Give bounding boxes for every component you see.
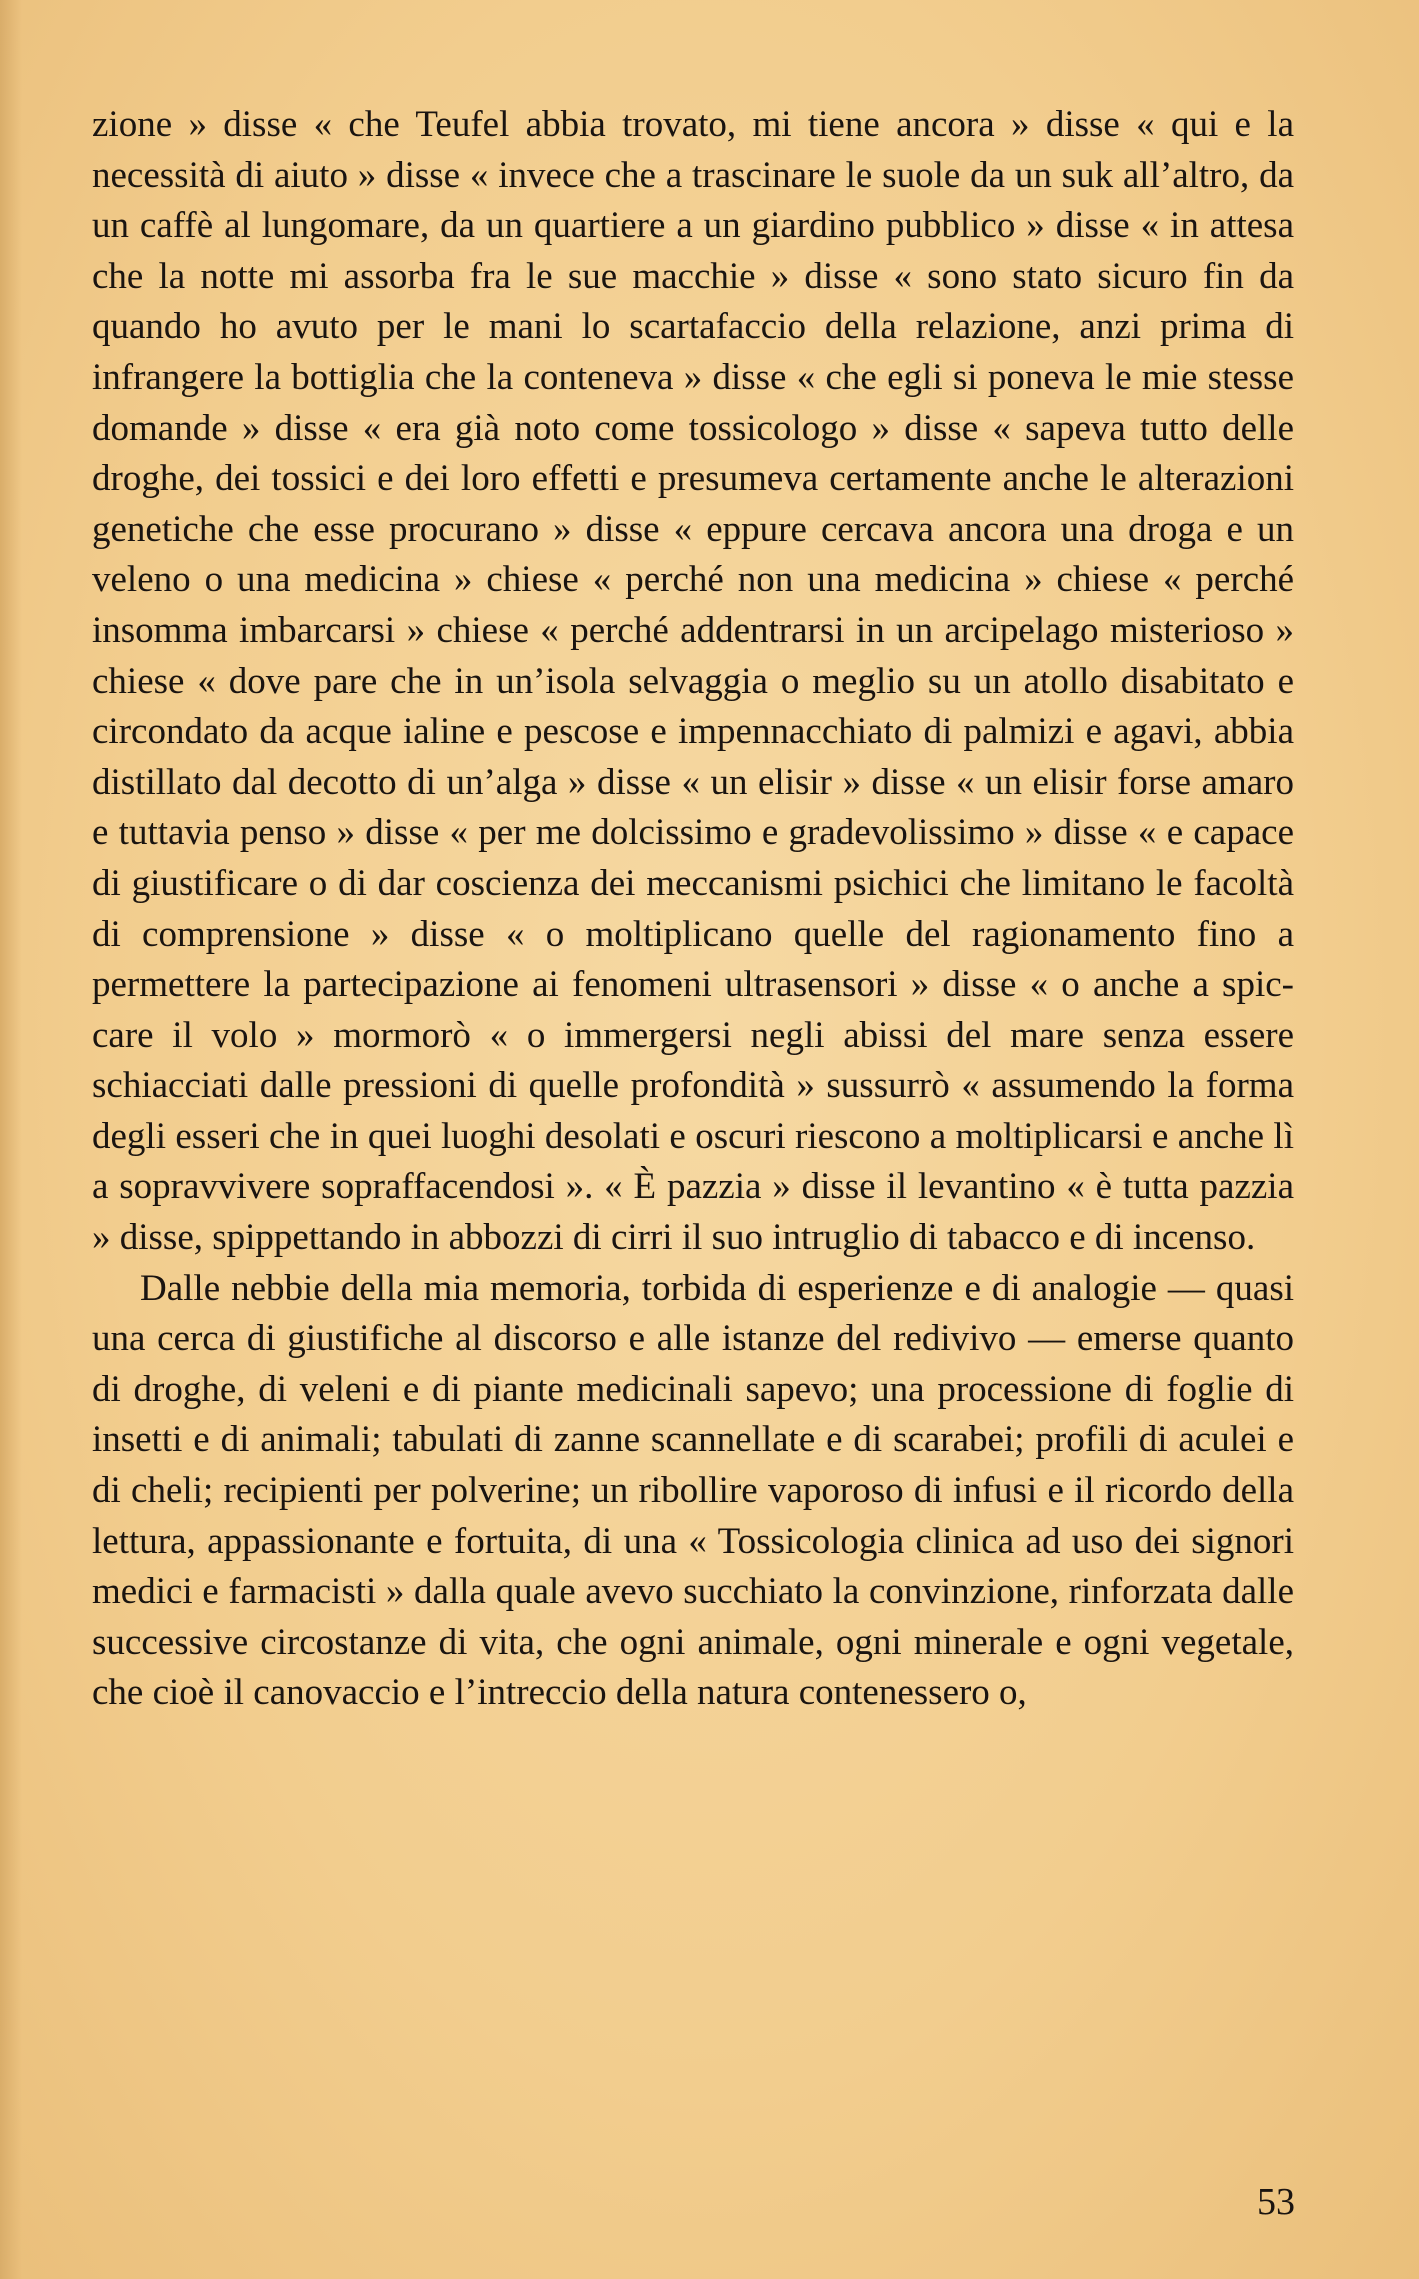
page-number: 53	[1257, 2181, 1295, 2223]
paragraph-1: zione » disse « che Teufel abbia trovato, mi tiene ancora » disse « qui e la necessità di aiuto » disse « invece che a trascinare le suole da un suk all’altro, da un caffè al lungomare, da un quartiere a un giardino pubblico » disse « in attesa che la notte mi assorba fra le sue macchie » disse « sono stato sicuro fin da quando ho avuto per le mani lo scartafaccio della relazione, anzi prima di infrangere la bottiglia che la conteneva » disse « che egli si poneva le mie stesse domande » disse « era già noto come tossicologo » disse « sapeva tutto delle droghe, dei tossici e dei loro effetti e presumeva certamente anche le alterazioni genetiche che esse procurano » disse « eppure cercava ancora una droga e un veleno o una medicina » chiese « perché non una medicina » chiese « perché insomma imbarcarsi » chiese « perché addentrarsi in un arcipelago misterioso » chiese « dove pare che in un’isola selvaggia o meglio su un atollo disabitato e circondato da acque ialine e pescose e impennacchiato di palmizi e agavi, abbia distillato dal decotto di un’alga » disse « un elisir » disse « un elisir forse amaro e tuttavia penso » disse « per me dolcissimo e gradevolissimo » disse « e capace di giustificare o di dar coscienza dei meccanismi psichici che limitano le facoltà di comprensione » disse « o moltiplicano quelle del ragionamento fino a permettere la partecipazione ai fenomeni ultrasensori » disse « o anche a spiccare il volo » mormorò « o immergersi negli abissi del mare senza essere schiacciati dalle pressioni di quelle profondità » sussurrò « assumendo la forma degli esseri che in quei luoghi desolati e oscuri riescono a moltiplicarsi e anche lì a sopravvivere sopraffacendosi ». « È pazzia » disse il levantino « è tutta pazzia » disse, spippettando in abbozzi di cirri il suo intruglio di tabacco e di incenso.	[92, 104, 1294, 1259]
body-text	[92, 100, 1294, 1719]
paragraph-2: Dalle nebbie della mia memoria, torbida di esperienze e di analogie — quasi una cerca di giustifiche al discorso e alle istanze del redivivo — emerse quanto di droghe, di veleni e di piante medicinali sapevo; una processione di foglie di insetti e di animali; tabulati di zanne scannellate e di scarabei; profili di aculei e di cheli; recipienti per polverine; un ribollire vaporoso di infusi e il ricordo della lettura, appassionante e fortuita, di una « Tossicologia clinica ad uso dei signori medici e farmacisti » dalla quale avevo succhiato la convinzione, rinforzata dalle successive circostanze di vita, che ogni animale, ogni minerale e ogni vegetale, che cioè il canovaccio e l’intreccio della natura contenessero o,	[92, 1267, 1294, 1714]
